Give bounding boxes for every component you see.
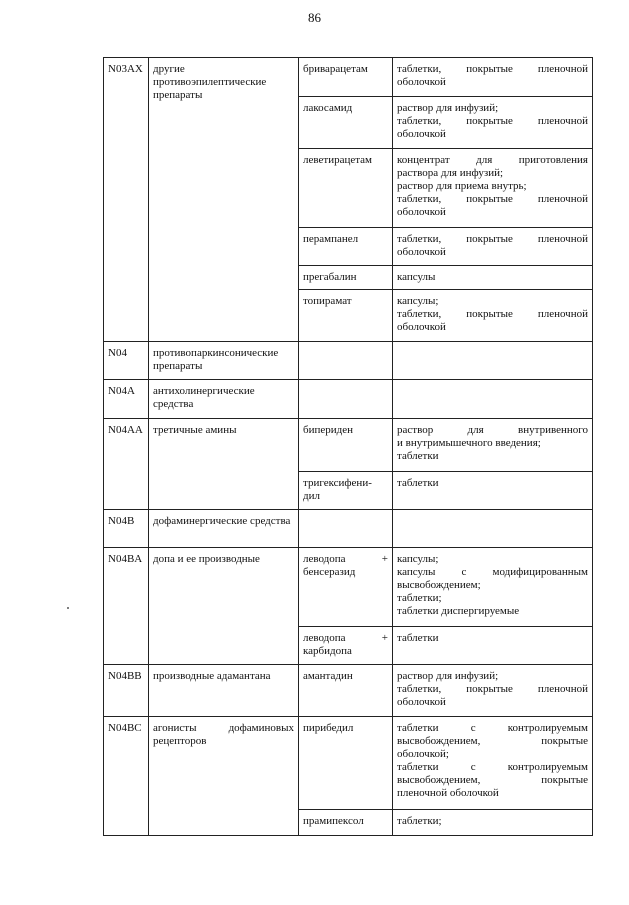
form-line: капсулы;	[397, 295, 439, 307]
drug-inn: пирибедил	[299, 717, 393, 810]
drug-table	[103, 57, 593, 836]
table-row	[104, 419, 593, 472]
form-line: капсулы с модифицированным	[397, 566, 588, 578]
table-row	[104, 58, 593, 97]
form-line: таблетки, покрытые пленочной	[397, 308, 588, 320]
form-line: концентрат для приготовления	[397, 154, 588, 166]
scan-speck	[67, 607, 69, 609]
drug-inn: амантадин	[299, 665, 393, 717]
form-line: таблетки, покрытые пленочной	[397, 115, 588, 127]
form-line: пленочной оболочкой	[397, 787, 499, 799]
form-line: таблетки с контролируемым	[397, 722, 588, 734]
drug-inn: прегабалин	[299, 266, 393, 290]
group-name: другие противоэпилептические препараты	[149, 58, 299, 342]
form-line: высвобождением;	[397, 579, 481, 591]
form-line: оболочкой	[397, 321, 446, 333]
form-line: и внутримышечного введения;	[397, 437, 541, 449]
form-line: капсулы;	[397, 553, 439, 565]
dosage-forms	[393, 717, 593, 810]
group-name: допа и ее производные	[149, 548, 299, 665]
drug-inn-secondary: карбидопа	[303, 645, 352, 657]
form-line: раствор для инфузий;	[397, 670, 499, 682]
dosage-forms	[393, 342, 593, 380]
drug-inn: бипериден	[299, 419, 393, 472]
dosage-forms	[393, 149, 593, 228]
form-line: оболочкой	[397, 76, 446, 88]
form-line: высвобождением, покрытые	[397, 735, 588, 747]
atc-code: N04A	[104, 380, 149, 419]
group-name: антихолинергические средства	[149, 380, 299, 419]
drug-inn: бриварацетам	[299, 58, 393, 97]
form-line: оболочкой	[397, 696, 446, 708]
table-row	[104, 380, 593, 419]
dosage-forms	[393, 290, 593, 342]
form-line: капсулы	[397, 271, 436, 283]
drug-inn: прамипексол	[299, 810, 393, 836]
form-line: таблетки, покрытые пленочной	[397, 233, 588, 245]
form-line: раствора для инфузий;	[397, 167, 504, 179]
combination-plus: +	[381, 632, 388, 644]
table-row	[104, 717, 593, 810]
drug-inn	[299, 342, 393, 380]
form-line: таблетки	[397, 450, 439, 462]
group-name: дофаминергические средства	[149, 510, 299, 548]
form-line: оболочкой	[397, 128, 446, 140]
drug-inn: леветирацетам	[299, 149, 393, 228]
drug-inn	[299, 548, 393, 627]
page-number: 86	[308, 10, 321, 25]
form-line: таблетки	[397, 477, 439, 489]
table-row	[104, 510, 593, 548]
dosage-forms	[393, 97, 593, 149]
form-line: высвобождением, покрытые	[397, 774, 588, 786]
dosage-forms	[393, 419, 593, 472]
drug-inn: перампанел	[299, 228, 393, 266]
combination-plus: +	[381, 553, 388, 565]
form-line: таблетки;	[397, 815, 442, 827]
dosage-forms	[393, 548, 593, 627]
dosage-forms	[393, 510, 593, 548]
group-name: агонисты дофаминовых рецепторов	[149, 717, 299, 836]
form-line: раствор для внутривенного	[397, 424, 588, 436]
form-line: таблетки, покрытые пленочной	[397, 63, 588, 75]
drug-inn	[299, 627, 393, 665]
atc-code: N04AA	[104, 419, 149, 510]
drug-inn-primary: леводопа	[303, 553, 346, 565]
dosage-forms	[393, 627, 593, 665]
drug-inn: лакосамид	[299, 97, 393, 149]
form-line: таблетки, покрытые пленочной	[397, 193, 588, 205]
drug-inn	[299, 380, 393, 419]
group-name: производные адамантана	[149, 665, 299, 717]
group-name: противопаркинсонические препараты	[149, 342, 299, 380]
drug-inn: тригексифени-дил	[299, 472, 393, 510]
form-line: таблетки с контролируемым	[397, 761, 588, 773]
form-line: таблетки, покрытые пленочной	[397, 683, 588, 695]
dosage-forms	[393, 58, 593, 97]
form-line: таблетки	[397, 632, 439, 644]
group-name: третичные амины	[149, 419, 299, 510]
form-line: раствор для приема внутрь;	[397, 180, 527, 192]
dosage-forms	[393, 810, 593, 836]
drug-inn	[299, 510, 393, 548]
atc-code: N03AX	[104, 58, 149, 342]
atc-code: N04B	[104, 510, 149, 548]
drug-inn: топирамат	[299, 290, 393, 342]
table-row	[104, 342, 593, 380]
atc-code: N04BA	[104, 548, 149, 665]
atc-code: N04	[104, 342, 149, 380]
dosage-forms	[393, 228, 593, 266]
form-line: оболочкой	[397, 206, 446, 218]
drug-inn-secondary: бенсеразид	[303, 566, 356, 578]
form-line: таблетки;	[397, 592, 442, 604]
table-row	[104, 548, 593, 627]
atc-code: N04BB	[104, 665, 149, 717]
form-line: раствор для инфузий;	[397, 102, 499, 114]
form-line: оболочкой;	[397, 748, 449, 760]
dosage-forms	[393, 472, 593, 510]
dosage-forms	[393, 665, 593, 717]
form-line: таблетки диспергируемые	[397, 605, 520, 617]
atc-code: N04BC	[104, 717, 149, 836]
drug-inn-primary: леводопа	[303, 632, 346, 644]
dosage-forms	[393, 380, 593, 419]
dosage-forms	[393, 266, 593, 290]
table-row	[104, 665, 593, 717]
form-line: оболочкой	[397, 246, 446, 258]
